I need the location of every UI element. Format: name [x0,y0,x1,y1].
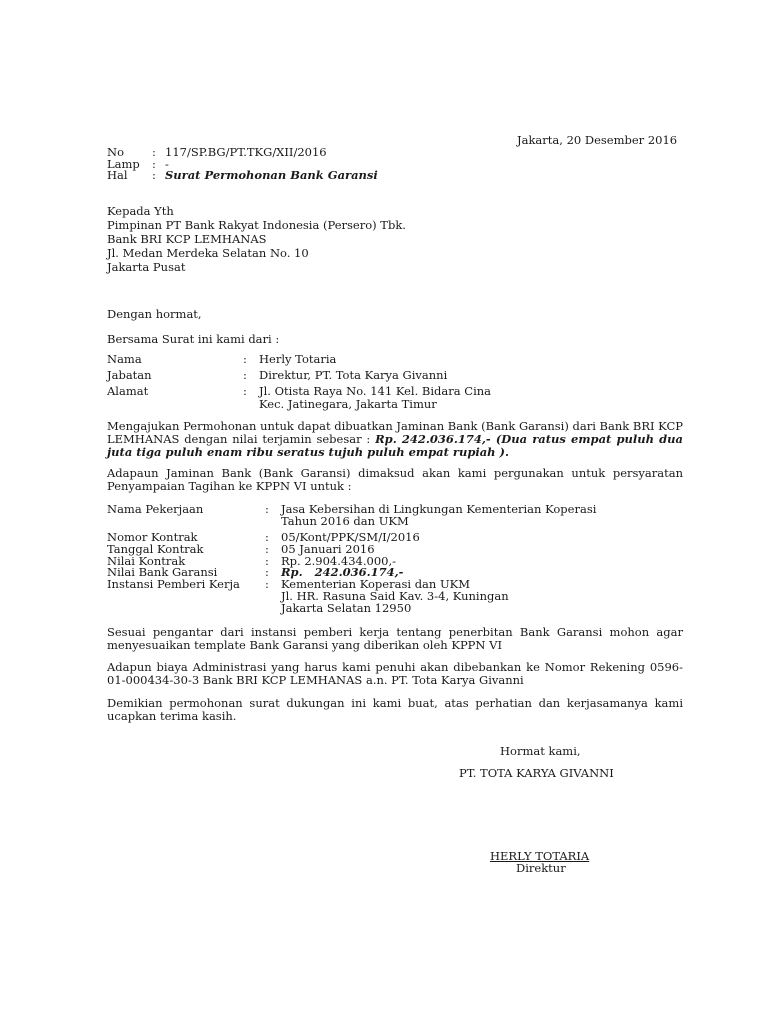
tanggal-kontrak-label: Tanggal Kontrak [107,542,204,556]
recipient-line5: Jakarta Pusat [107,260,186,274]
instansi-sep: : [265,577,269,591]
pekerjaan-value-2: Tahun 2016 dan UKM [281,514,409,528]
place-date: Jakarta, 20 Desember 2016 [517,133,678,147]
nilai-garansi-value: Rp. 242.036.174,- [281,565,404,579]
hal-label: Hal [107,168,128,182]
nilai-kontrak-sep: : [265,554,269,568]
tanggal-kontrak-value: 05 Januari 2016 [281,542,375,556]
nilai-kontrak-label: Nilai Kontrak [107,554,186,568]
lamp-value: - [165,157,169,171]
nilai-kontrak-value: Rp. 2.904.434.000,- [281,554,397,568]
recipient-line2: Pimpinan PT Bank Rakyat Indonesia (Persero) Tbk. [107,218,406,232]
recipient-line1: Kepada Yth [107,204,174,218]
greeting: Dengan hormat, [107,307,202,321]
no-value: 117/SP.BG/PT.TKG/XII/2016 [165,145,327,159]
pekerjaan-sep: : [265,502,269,516]
paragraph-purpose: Adapaun Jaminan Bank (Bank Garansi) dimaksud akan kami pergunakan untuk persyaratan Penyampaian Tagihan ke KPPN VI untuk : [107,466,683,493]
nomor-kontrak-label: Nomor Kontrak [107,530,198,544]
nomor-kontrak-sep: : [265,530,269,544]
nilai-garansi-label: Nilai Bank Garansi [107,565,218,579]
paragraph-administration: Adapun biaya Administrasi yang harus kami penuhi akan dibebankan ke Nomor Rekening 0596-01-000434-30-3 Bank BRI KCP LEMHANAS a.n. PT. Tota Karya Givanni [107,660,683,687]
regards: Hormat kami, [500,744,581,758]
lamp-label: Lamp [107,157,140,171]
alamat-label: Alamat [107,384,149,398]
alamat-value-1: Jl. Otista Raya No. 141 Kel. Bidara Cina [259,384,492,398]
pekerjaan-label: Nama Pekerjaan [107,502,204,516]
no-sep: : [152,145,156,159]
recipient-line4: Jl. Medan Merdeka Selatan No. 10 [107,246,309,260]
instansi-value-2: Jl. HR. Rasuna Said Kav. 3-4, Kuningan [281,589,509,603]
paragraph-closing: Demikian permohonan surat dukungan ini kami buat, atas perhatian dan kerjasamanya kami ucapkan terima kasih. [107,696,683,723]
intro: Bersama Surat ini kami dari : [107,332,280,346]
signer-name: HERLY TOTARIA [490,849,590,863]
alamat-value-2: Kec. Jatinegara, Jakarta Timur [259,397,437,411]
guarantee-amount-text: Rp. 242.036.174,- (Dua ratus empat puluh dua juta tiga puluh enam ribu seratus tujuh puluh empat rupiah ). [107,432,683,459]
nama-sep: : [243,352,247,366]
no-label: No [107,145,124,159]
paragraph-request-text: Mengajukan Permohonan untuk dapat dibuatkan Jaminan Bank (Bank Garansi) dari Bank BRI KCP LEMHANAS dengan nilai terjamin sebesar : [107,419,683,446]
nilai-garansi-sep: : [265,565,269,579]
lamp-sep: : [152,157,156,171]
jabatan-value: Direktur, PT. Tota Karya Givanni [259,368,448,382]
instansi-label: Instansi Pemberi Kerja [107,577,240,591]
jabatan-label: Jabatan [107,368,152,382]
pekerjaan-value-1: Jasa Kebersihan di Lingkungan Kementerian Koperasi [281,502,597,516]
instansi-value-3: Jakarta Selatan 12950 [281,601,412,615]
instansi-value-1: Kementerian Koperasi dan UKM [281,577,471,591]
paragraph-template: Sesuai pengantar dari instansi pemberi kerja tentang penerbitan Bank Garansi mohon agar menyesuaikan template Bank Garansi yang diberikan oleh KPPN VI [107,625,683,652]
hal-sep: : [152,168,156,182]
paragraph-request [107,420,683,459]
nama-label: Nama [107,352,142,366]
hal-value: Surat Permohonan Bank Garansi [165,168,378,182]
tanggal-kontrak-sep: : [265,542,269,556]
signer-title: Direktur [516,861,566,875]
nama-value: Herly Totaria [259,352,337,366]
nomor-kontrak-value: 05/Kont/PPK/SM/I/2016 [281,530,420,544]
alamat-sep: : [243,384,247,398]
company-name: PT. TOTA KARYA GIVANNI [459,766,614,780]
jabatan-sep: : [243,368,247,382]
recipient-line3: Bank BRI KCP LEMHANAS [107,232,267,246]
